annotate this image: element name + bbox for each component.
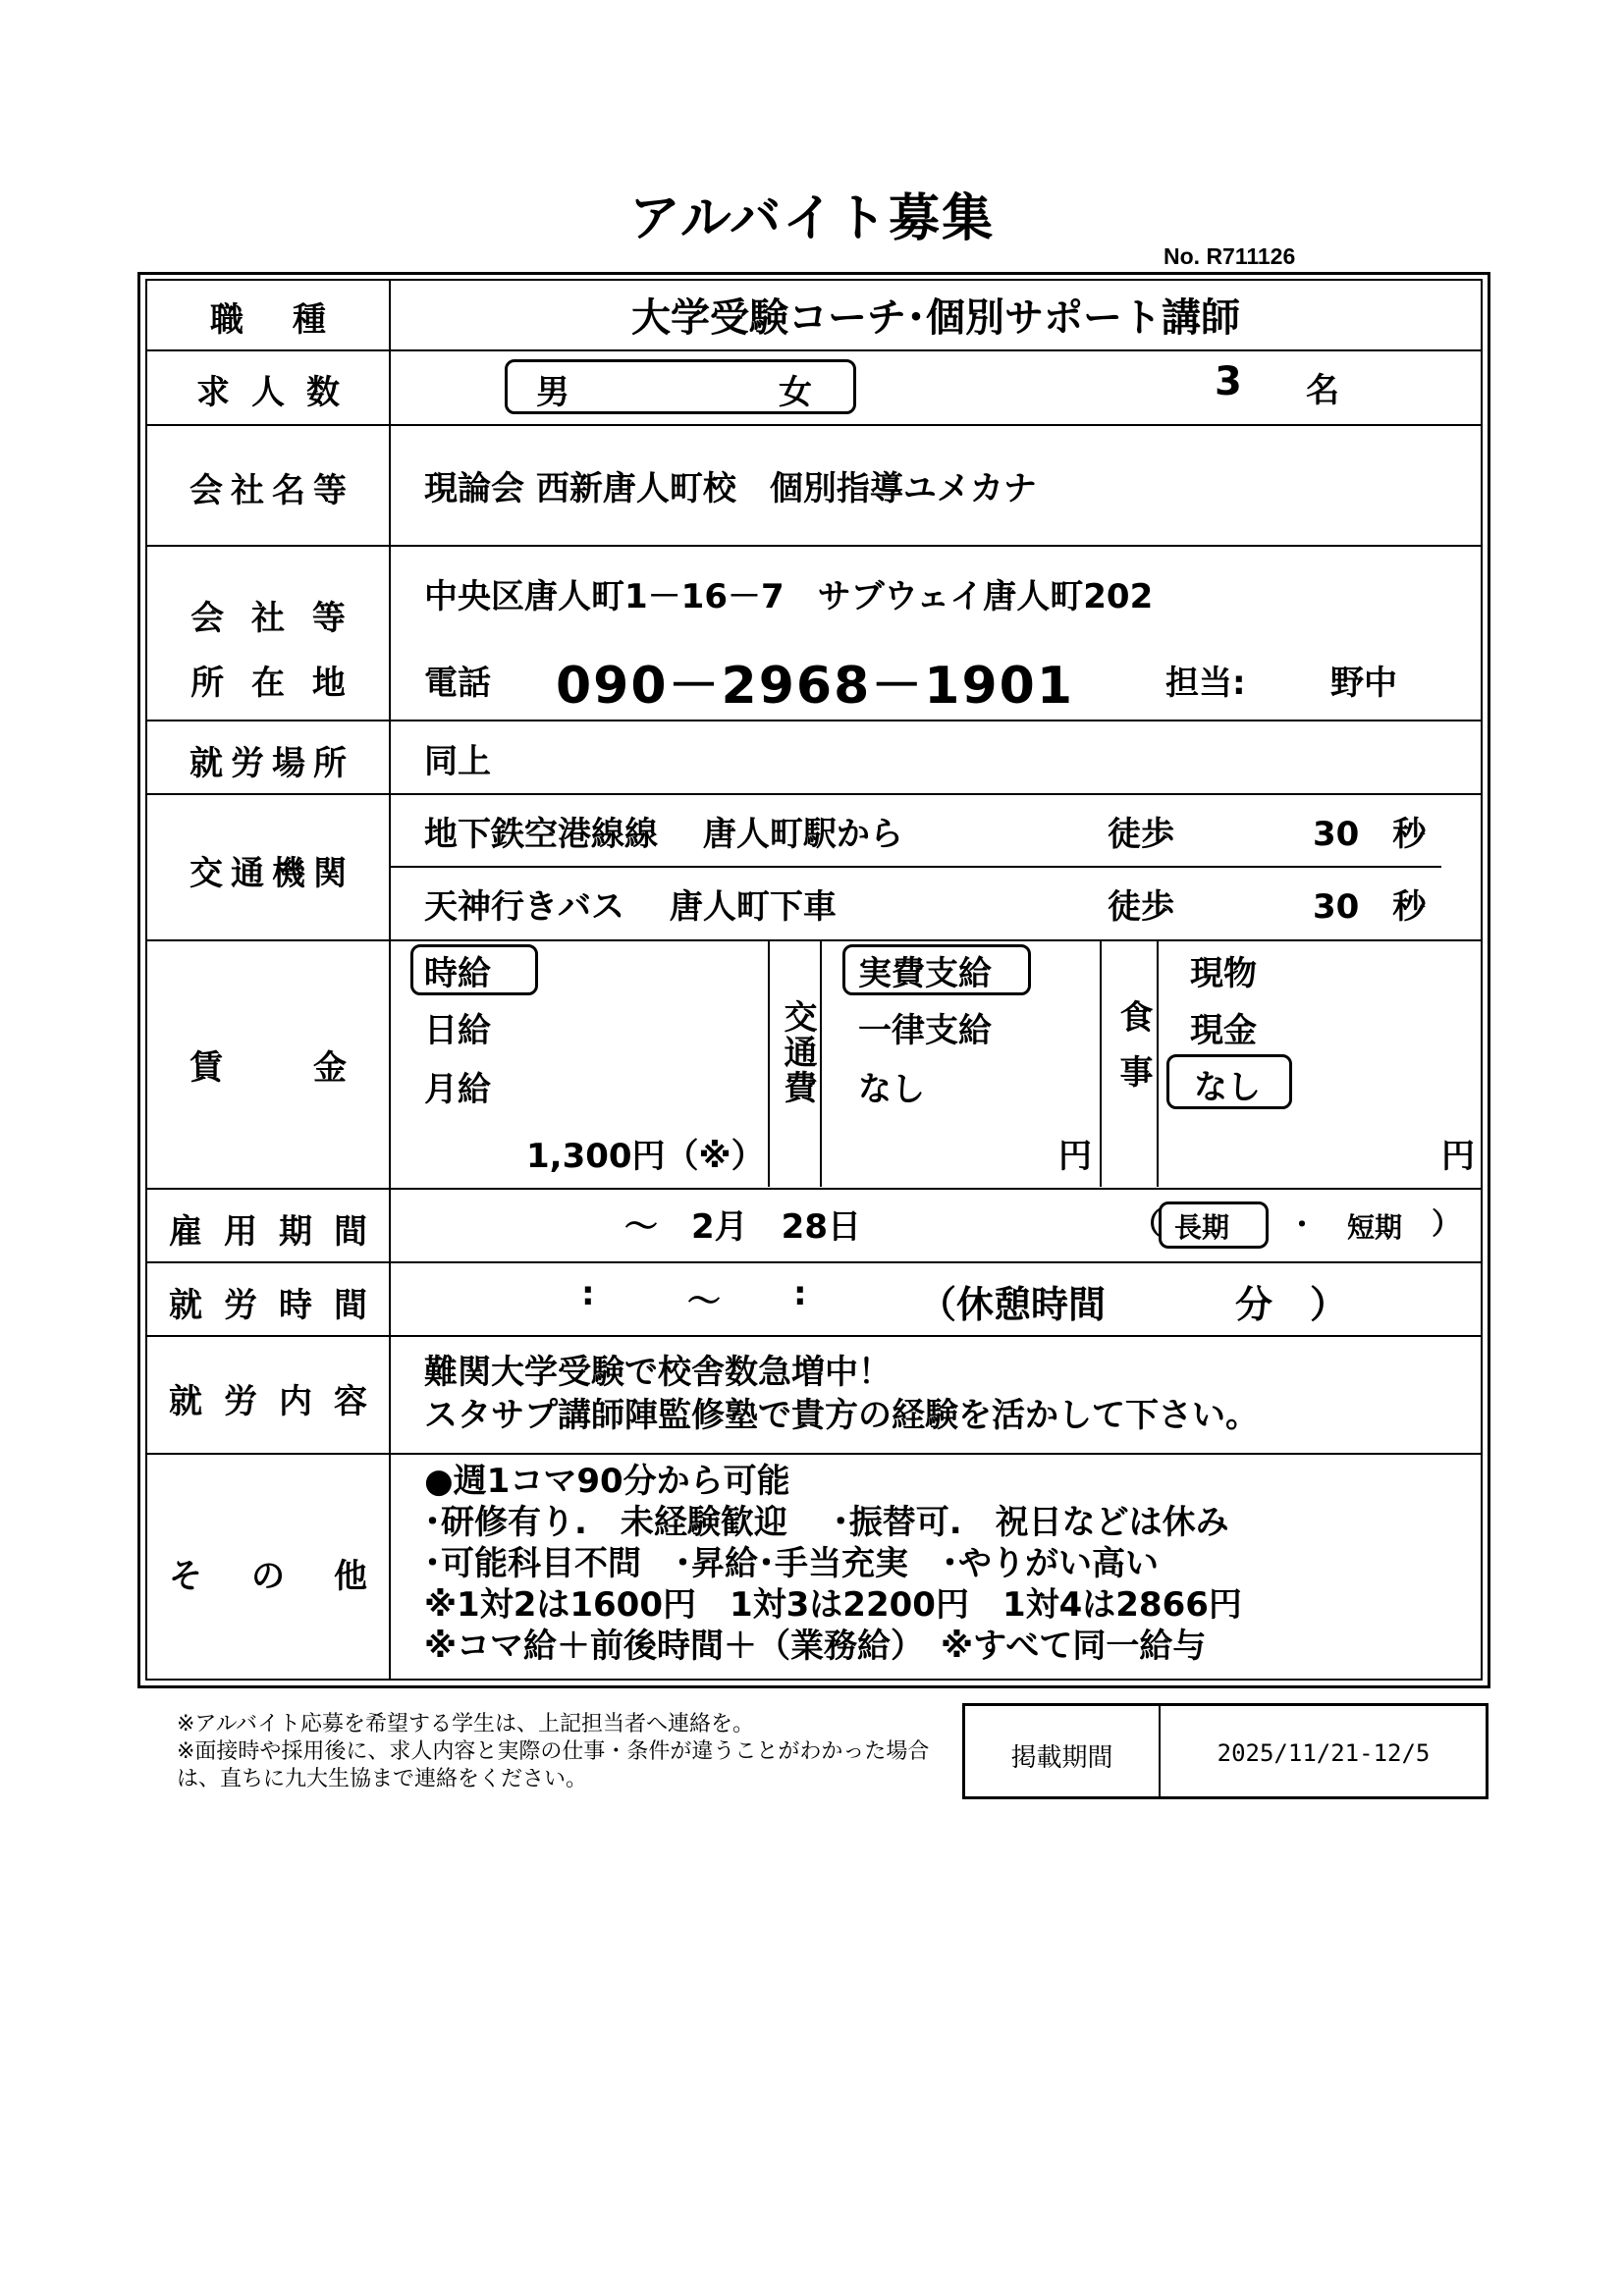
transport-flat: 一律支給 (858, 1011, 992, 1050)
job-type-value: 大学受験コーチ･個別サポート講師 (631, 295, 1240, 341)
period-paren-close: ） (1432, 1207, 1461, 1242)
walk-time-2: 30 秒 (1313, 887, 1427, 927)
headcount-unit: 名 (1306, 371, 1339, 410)
meal-label: 食事 (1113, 999, 1153, 1109)
transport-route-2: 天神行きバス 唐人町下車 (424, 887, 837, 927)
headcount-number: 3 (1215, 359, 1242, 404)
row-divider (147, 1335, 1482, 1337)
meal-none: なし (1194, 1068, 1261, 1107)
meal-cash: 現金 (1190, 1011, 1257, 1050)
transport-route-1: 地下鉄空港線線 唐人町駅から (424, 815, 903, 854)
hours-label: 就労時間 (169, 1286, 389, 1325)
row-divider (147, 939, 1482, 941)
period-end-date: ～ 2月 28日 (624, 1207, 861, 1247)
transport-fee-label: 交通費 (778, 999, 817, 1105)
row-divider (147, 720, 1482, 721)
other-label: そ の 他 (169, 1557, 375, 1596)
street-address: 中央区唐人町1－16－7 サブウェイ唐人町202 (424, 577, 1154, 616)
transport-yen: 円 (1058, 1137, 1092, 1176)
content-label: 就労内容 (169, 1382, 389, 1421)
workplace-label: 就労場所 (189, 744, 354, 783)
row-divider (147, 349, 1482, 351)
period-long-term: 長期 (1174, 1211, 1230, 1244)
phone-number: 090－2968－1901 (556, 657, 1074, 716)
page-title: アルバイト募集 (628, 189, 996, 248)
transport-none: なし (858, 1070, 925, 1109)
company-name: 現論会 西新唐人町校 個別指導ユメカナ (424, 469, 1037, 508)
walk-label-1: 徒歩 (1108, 815, 1174, 854)
period-dot: ・ (1288, 1208, 1317, 1241)
row-divider (147, 1453, 1482, 1455)
footer-note-2: ※面接時や採用後に、求人内容と実際の仕事・条件が違うことがわかった場合は、直ちに九大生協まで連絡をください。 (177, 1739, 930, 1791)
row-divider (147, 545, 1482, 547)
address-label-line1: 会 社 等 (190, 599, 353, 638)
workplace-value: 同上 (424, 742, 491, 781)
address-label-line2: 所 在 地 (190, 664, 353, 703)
transport-actual: 実費支給 (858, 954, 992, 993)
footer-notes (177, 1711, 962, 1793)
other-line-2: ･研修有り. 未経験歓迎 ･振替可. 祝日などは休み (424, 1503, 1229, 1542)
hours-tilde: ～ (687, 1282, 721, 1321)
contact-label: 担当: (1165, 664, 1246, 703)
other-line-1: ●週1コマ90分から可能 (424, 1462, 790, 1501)
wage-divider (1100, 940, 1102, 1187)
other-line-5: ※コマ給＋前後時間＋（業務給） ※すべて同一給与 (424, 1627, 1207, 1666)
male-option: 男 (536, 373, 569, 412)
wage-hourly: 時給 (424, 954, 491, 993)
female-option: 女 (779, 373, 812, 412)
hours-end-colon: : (793, 1274, 807, 1313)
row-divider (147, 1188, 1482, 1190)
phone-label: 電話 (424, 664, 491, 703)
wage-daily: 日給 (424, 1011, 491, 1050)
contact-name: 野中 (1330, 664, 1397, 703)
row-divider (147, 793, 1482, 795)
transport-label: 交通機関 (189, 854, 354, 893)
walk-time-1: 30 秒 (1313, 815, 1427, 854)
content-line-2: スタサプ講師陣監修塾で貴方の経験を活かして下さい。 (424, 1396, 1259, 1435)
row-divider (147, 424, 1482, 426)
meal-yen: 円 (1441, 1137, 1475, 1176)
company-label: 会社名等 (189, 471, 354, 510)
job-type-label: 職 種 (210, 300, 334, 340)
walk-label-2: 徒歩 (1108, 887, 1174, 927)
period-label: 雇用期間 (169, 1212, 389, 1252)
posting-period-value: 2025/11/21-12/5 (1217, 1739, 1431, 1767)
period-short-term: 短期 (1347, 1211, 1403, 1244)
wage-label: 賃 金 (189, 1048, 354, 1088)
label-column-divider (389, 280, 391, 1680)
period-paren-open: （ (1132, 1207, 1162, 1242)
wage-monthly: 月給 (424, 1070, 491, 1109)
wage-amount: 1,300円（※） (526, 1137, 765, 1176)
document-number: No. R711126 (1164, 243, 1296, 269)
hours-break-minutes: 分 ） (1235, 1283, 1348, 1326)
hours-break-label: （休憩時間 (919, 1283, 1107, 1326)
wage-divider (768, 940, 770, 1187)
posting-period-label: 掲載期間 (1010, 1743, 1113, 1773)
meal-in-kind: 現物 (1190, 954, 1257, 993)
footer-note-1: ※アルバイト応募を希望する学生は、上記担当者へ連絡を。 (177, 1712, 755, 1736)
row-divider (147, 1261, 1482, 1263)
content-line-1: 難関大学受験で校舎数急増中！ (424, 1353, 892, 1392)
headcount-label: 求人数 (196, 373, 361, 412)
transport-inner-divider (391, 866, 1441, 868)
hours-start-colon: : (581, 1274, 595, 1313)
other-line-4: ※1対2は1600円 1対3は2200円 1対4は2866円 (424, 1585, 1242, 1625)
other-line-3: ･可能科目不問 ･昇給･手当充実 ･やりがい高い (424, 1544, 1159, 1583)
